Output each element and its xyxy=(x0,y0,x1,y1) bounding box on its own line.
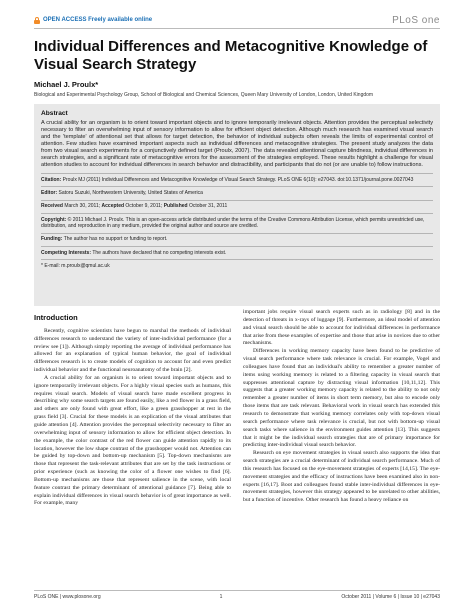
open-access-badge[interactable] xyxy=(34,17,152,24)
metadata-divider xyxy=(41,213,433,214)
body-paragraph: Recently, cognitive scientists have begun to marshal the methods of individual differences research to understand the variety of inter-individual performance (for a review see [1]). Although simply reporting the average of individual performance has allowed for an explanation of typical human behavior, the goal of individual differences research is to create models of cognition to account for and even predict individual behavior and the functional neuroanatomy of the brain [2]. xyxy=(34,327,231,374)
journal-logo: PLoS one xyxy=(392,14,440,26)
journal-header xyxy=(34,14,440,26)
metadata-divider xyxy=(41,246,433,247)
abstract-text: A crucial ability for an organism is to orient toward important objects and to ignore temporarily irrelevant objects. Attention provides the perceptual selectivity necessary to filter an overwhelming input of sensory information to allow for efficient object detection. Although much research has examined visual search and the 'template' of attentional set that allows for target detection, the behavior of individual subjects often reveals the limits of experimental control of attention. Few studies have examined important aspects such as individual differences and metacognitive strategies. The present study analyzes the data from two visual search experiments for a conjunctively defined target (Proulx, 2007). The data revealed attentional capture blindness, individual differences in search strategies, and a significant rate of metacognitive errors for the assessment of the strategies employed. These results highlight a challenge for visual attention studies to account for individual differences in search behavior and distractibility, and participants that do not (or are unable to) follow instructions. xyxy=(41,120,433,168)
competing-interests-line: Competing Interests: The authors have declared that no competing interests exist. xyxy=(41,249,227,256)
citation-line: Citation: Proulx MJ (2011) Individual Differences and Metacognitive Knowledge of Visual Search Strategy. PLoS ONE 6(10): e27043. doi:10.1371/journal.pone.0027043 xyxy=(41,176,414,183)
body-column-right xyxy=(243,309,440,505)
page-footer xyxy=(34,594,440,600)
abstract-heading: Abstract xyxy=(41,110,68,117)
copyright-text: © 2011 Michael J. Proulx. This is an open-access article distributed under the terms of the Creative Commons Attribution License, which permits unrestricted use, distribution, and reproduction in any medium, provided the original author and source are credited. xyxy=(41,216,425,230)
body-paragraph: Research on eye movement strategies in visual search also supports the idea that search strategies are a crucial determinant of individual search performance. Much of this research has focused on the eye-movement strategies of experts [14,15]. The eye-movement strategies and the efficacy of instructions have been examined also in non-experts [16,17]. Boot and colleagues found stable inter-individual differences in eye-movement strategies, however this strategy appeared to be unrelated to other abilities, but a function of incentive. Other research has found a heavy reliance on xyxy=(243,450,440,504)
footer-divider xyxy=(34,590,440,591)
citation-text: Proulx MJ (2011) Individual Differences and Metacognitive Knowledge of Visual Search Strategy. PLoS ONE 6(10): e27043. doi:10.1371/journal.pone.0027043 xyxy=(62,176,414,183)
metadata-divider xyxy=(41,173,433,174)
article-title: Individual Differences and Metacognitive Knowledge of Visual Search Strategy xyxy=(34,38,428,73)
open-access-label: OPEN ACCESS Freely available online xyxy=(43,17,153,23)
footer-journal-url[interactable]: PLoS ONE | www.plosone.org xyxy=(34,594,101,600)
funding-line: Funding: The author has no support or funding to report. xyxy=(41,236,168,243)
funding-text: The author has no support or funding to report. xyxy=(63,236,168,243)
email-line[interactable]: * E-mail: m.proulx@qmul.ac.uk xyxy=(41,262,110,269)
copyright-line: Copyright: © 2011 Michael J. Proulx. This is an open-access article distributed under the terms of the Creative Commons Attribution License, which permits unrestricted use, distribution, and reproduction in any medium, provided the original author and source are credited. xyxy=(41,216,425,230)
section-heading-introduction: Introduction xyxy=(34,313,78,322)
competing-interests-text: The authors have declared that no competing interests exist. xyxy=(92,249,227,256)
body-paragraph: A crucial ability for an organism is to orient toward important objects and to ignore temporarily irrelevant objects. For a highly visual species such as humans, this requires visual search. Models of visual search have made excellent progress in describing why some search targets are found easily, like a red flower in a grass field, and others are only found with great effort, like a green grasshopper at rest in the grass field [3]. Crucial for these models is an explication of the visual attributes that guide attention [4]. Attention provides the perceptual selectivity necessary to filter an overwhelming input of sensory information to allow for efficient object detection. In the example, the color contrast of the red flower can guide attention rapidly to its location, however the low shape contrast of the grasshopper would not. Attention can be guided by top-down and bottom-up mechanism [5]. Top-down mechanisms are those that represent the task-relevant attributes that are set by the task instructions or prior experience (such as knowing the color of a flower one wishes to find [6]. Bottom-up mechanisms are those that represent salience in the scene, with local feature contrast the primary determinant of attentional guidance [7]. Being able to explain individual differences in visual search behavior is of great importance as well. For example, many xyxy=(34,374,231,507)
article-author: Michael J. Proulx* xyxy=(34,80,99,89)
footer-issue-info: October 2011 | Volume 6 | Issue 10 | e27043 xyxy=(341,594,440,600)
body-paragraph: Differences in working memory capacity have been found to be predictive of visual search performance where task relevance is crucial. For example, Vogel and colleagues have found that an individual's ability to remember a greater number of items using working memory is related to a filtering capacity in visual search that suppresses attentional capture by distracting visual information [10,11,12]. This suggests that a greater working memory capacity is related to the ability to not only remember a greater number of items in short term memory, but also to encode only those items that are task relevant. Behavioral work in visual search has extended this research to demonstrate that working memory correlates only with top-down visual search performance where task relevance is crucial, but not with bottom-up visual search tasks where salience in the environment guides attention [13]. This suggests that it might be the individual search strategies that are of primary importance for predicting inter-individual visual search behavior. xyxy=(243,348,440,449)
metadata-divider xyxy=(41,259,433,260)
dates-line: Received March 30, 2011; Accepted October 9, 2011; Published October 31, 2011 xyxy=(41,203,228,210)
open-lock-icon xyxy=(34,17,40,24)
body-paragraph: important jobs require visual search experts such as in radiology [8] and in the detection of threats in x-rays of luggage [9]. Furthermore, an ideal model of attention and visual search should be able to account for individual differences in performance that arise from these examples of expertise and those that arise in novices due to other mechanisms. xyxy=(243,309,440,347)
metadata-divider xyxy=(41,186,433,187)
article-metadata xyxy=(41,173,433,270)
author-affiliation: Biological and Experimental Psychology Group, School of Biological and Chemical Sciences, Queen Mary University of London, London, United Kingdom xyxy=(34,92,374,98)
metadata-divider xyxy=(41,200,433,201)
body-column-left xyxy=(34,314,231,508)
editor-line: Editor: Satoru Suzuki, Northwestern University, United States of America xyxy=(41,189,203,196)
page-number: 1 xyxy=(219,594,223,600)
abstract-box xyxy=(34,104,440,306)
header-divider xyxy=(34,28,440,29)
metadata-divider xyxy=(41,233,433,234)
editor-text: Satoru Suzuki, Northwestern University, United States of America xyxy=(58,189,203,196)
